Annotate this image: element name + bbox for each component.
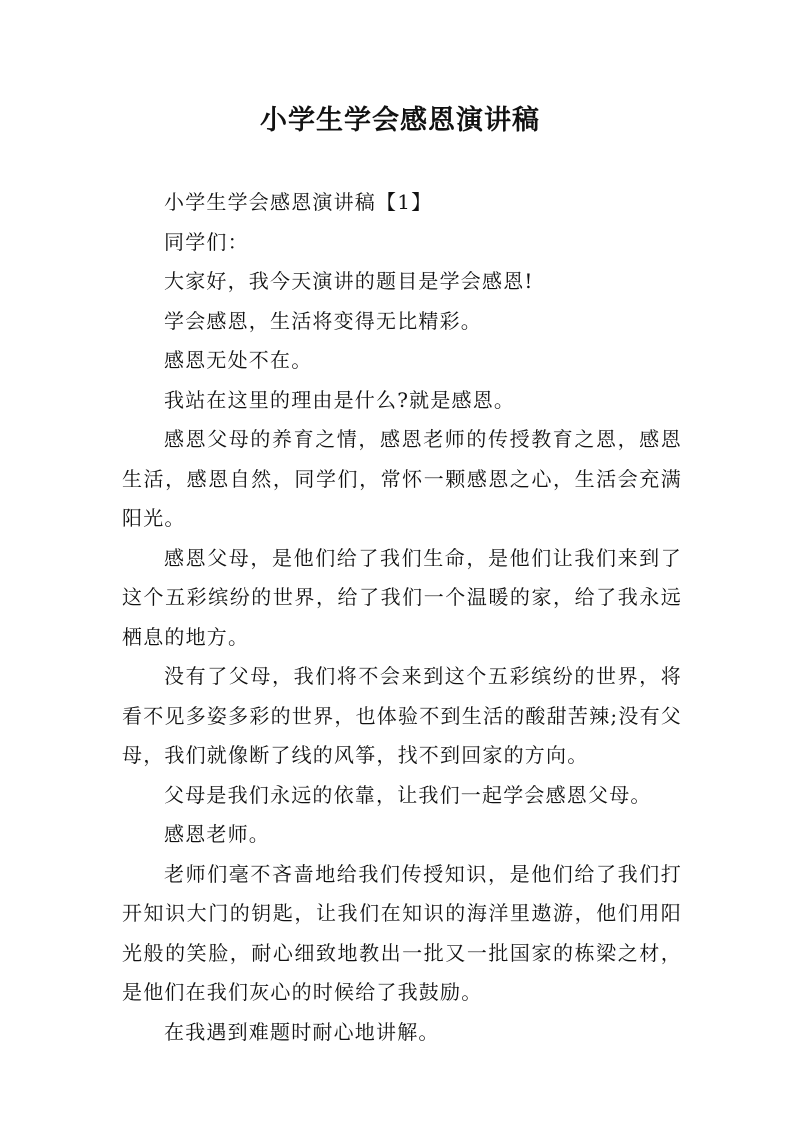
paragraph: 没有了父母，我们将不会来到这个五彩缤纷的世界，将看不见多姿多彩的世界，也体验不到生活的酸甜苦辣;没有父母，我们就像断了线的风筝，找不到回家的方向。 [122,664,682,767]
document-body [122,183,682,1052]
paragraph: 大家好，我今天演讲的题目是学会感恩! [164,269,534,293]
paragraph: 老师们毫不吝啬地给我们传授知识，是他们给了我们打开知识大门的钥匙，让我们在知识的海洋里遨游，他们用阳光般的笑脸，耐心细致地教出一批又一批国家的栋梁之材，是他们在我们灰心的时候给了我鼓励。 [122,861,682,1004]
paragraph: 感恩父母的养育之情，感恩老师的传授教育之恩，感恩生活，感恩自然，同学们，常怀一颗感恩之心，生活会充满阳光。 [122,427,682,530]
paragraph: 感恩父母，是他们给了我们生命，是他们让我们来到了这个五彩缤纷的世界，给了我们一个温暖的家，给了我永远栖息的地方。 [122,545,682,649]
paragraph: 父母是我们永远的依靠，让我们一起学会感恩父母。 [164,782,652,807]
paragraph: 学会感恩，生活将变得无比精彩。 [164,308,482,333]
document-title: 小学生学会感恩演讲稿 [260,105,540,136]
paragraph: 我站在这里的理由是什么?就是感恩。 [164,387,516,412]
paragraph-salutation: 同学们： [164,229,249,254]
paragraph: 感恩无处不在。 [164,348,313,372]
paragraph: 在我遇到难题时耐心地讲解。 [164,1019,440,1044]
paragraph-section-heading: 小学生学会感恩演讲稿【1】 [164,190,433,214]
paragraph: 感恩老师。 [164,822,270,846]
